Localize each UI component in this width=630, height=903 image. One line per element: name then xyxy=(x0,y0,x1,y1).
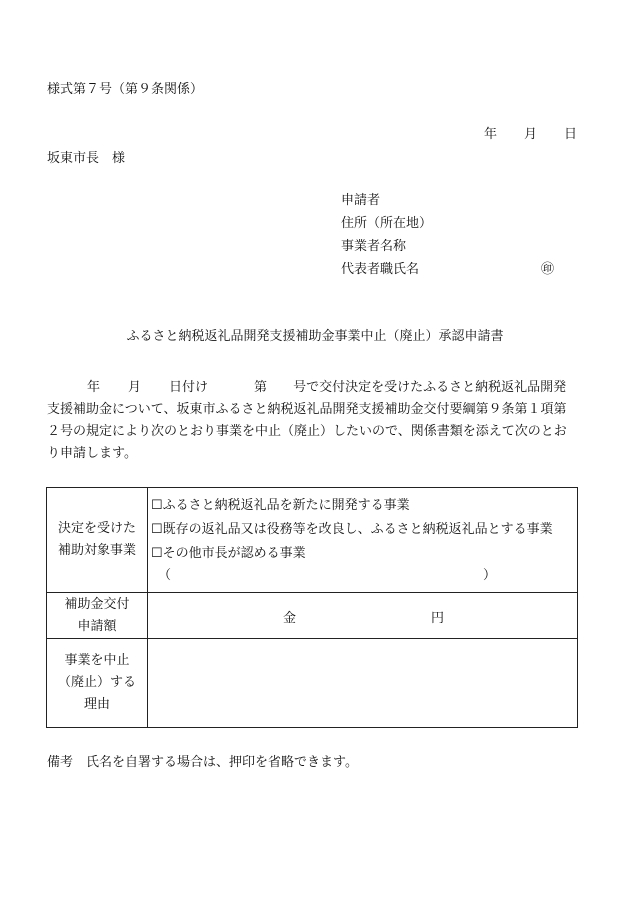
addressee: 坂東市長 様 xyxy=(47,151,126,166)
option-other[interactable]: ☐その他市長が認める事業 xyxy=(151,546,306,561)
seal-mark: ㊞ xyxy=(541,262,555,277)
option-new-development[interactable]: ☐ふるさと納税返礼品を新たに開発する事業 xyxy=(151,498,410,513)
body-line-3: ２号の規定により次のとおり事業を中止（廃止）したいので、関係書類を添えて次のとお xyxy=(47,424,567,439)
applicant-block xyxy=(341,193,432,285)
reason-field[interactable] xyxy=(148,639,578,728)
date-month: 月 xyxy=(523,127,537,142)
amount-header-line-2: 申請額 xyxy=(77,618,117,634)
body-text xyxy=(47,377,587,465)
form-number: 様式第７号（第９条関係） xyxy=(47,82,204,97)
target-project-header-line-2: 補助対象事業 xyxy=(57,543,136,558)
application-table xyxy=(46,487,578,728)
applicant-representative-label: 代表者職氏名 xyxy=(341,262,420,277)
reason-header-line-3: 理由 xyxy=(83,697,110,712)
reason-header-line-2: （廃止）する xyxy=(57,675,136,690)
table-row-target-project xyxy=(47,488,578,593)
document-title: ふるさと納税返礼品開発支援補助金事業中止（廃止）承認申請書 xyxy=(126,329,504,344)
remarks-note: 備考 氏名を自署する場合は、押印を省略できます。 xyxy=(47,755,358,770)
date-day: 日 xyxy=(563,127,577,142)
target-project-options xyxy=(148,488,578,593)
body-line-1 xyxy=(47,377,587,399)
amount-field[interactable] xyxy=(148,593,578,639)
reason-header-line-1: 事業を中止 xyxy=(64,653,130,668)
body-month: 月 xyxy=(128,380,142,395)
body-year: 年 xyxy=(87,380,101,395)
target-project-header-line-1: 決定を受けた xyxy=(57,521,136,536)
amount-prefix: 金 xyxy=(283,611,297,626)
reason-header xyxy=(47,639,148,728)
body-number-prefix: 第 xyxy=(254,380,268,395)
other-detail-field[interactable] xyxy=(148,566,577,586)
applicant-heading: 申請者 xyxy=(341,193,381,208)
amount-header-line-1: 補助金交付 xyxy=(64,596,130,612)
body-line-1-rest: 号で交付決定を受けたふるさと納税返礼品開発 xyxy=(293,380,567,395)
date-line xyxy=(484,127,577,143)
option-improvement[interactable]: ☐既存の返礼品又は役務等を改良し、ふるさと納税返礼品とする事業 xyxy=(151,522,553,537)
amount-suffix: 円 xyxy=(431,611,445,626)
paren-close: ） xyxy=(483,568,497,583)
paren-open: （ xyxy=(158,568,172,583)
applicant-business-name-label: 事業者名称 xyxy=(341,239,407,254)
body-line-2: 支援補助金について、坂東市ふるさと納税返礼品開発支援補助金交付要綱第９条第１項第 xyxy=(47,402,567,417)
body-dated: 日付け xyxy=(169,380,209,395)
table-row-reason xyxy=(47,639,578,728)
table-row-amount xyxy=(47,593,578,639)
target-project-header xyxy=(47,488,148,593)
body-line-4: り申請します。 xyxy=(47,446,137,461)
date-year: 年 xyxy=(483,127,497,142)
applicant-address-label: 住所（所在地） xyxy=(341,216,433,231)
amount-header xyxy=(47,593,148,639)
